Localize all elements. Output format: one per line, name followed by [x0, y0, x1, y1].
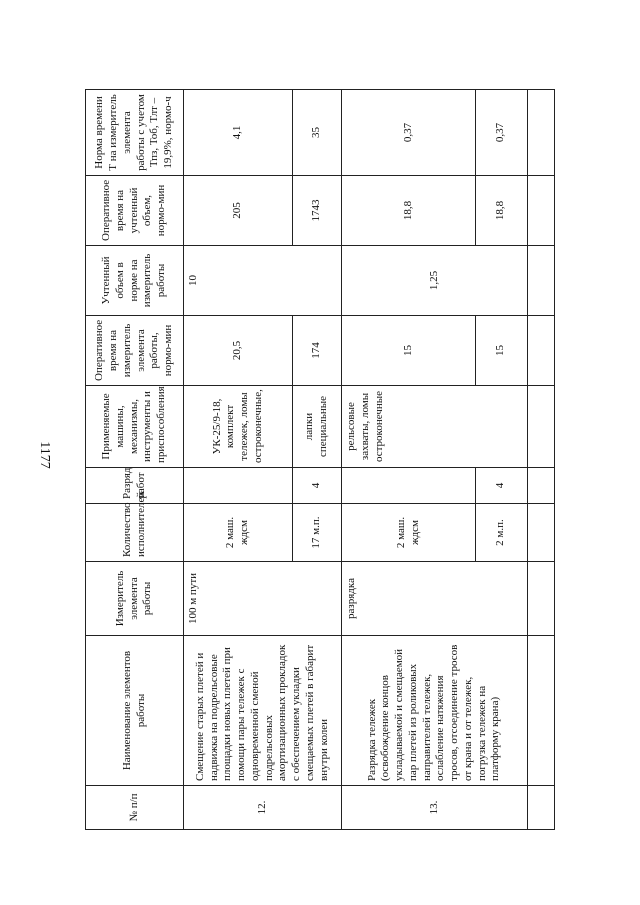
row-13a-count: 2 маш. ждсм — [342, 504, 476, 562]
row-12a-op-time-volume: 205 — [184, 176, 293, 246]
row-12b-grade: 4 — [293, 468, 342, 504]
header-machines: Применяемые машины, механизмы, инструменты и приспособления — [86, 386, 184, 468]
row-13b-op-time-volume: 18,8 — [476, 176, 528, 246]
row-12b-op-time-volume: 1743 — [293, 176, 342, 246]
row-12-name: Смещение старых плетей и надвижка на подрельсовые площадки новых плетей при помощи пары тележек с одновременной сменой подрельсовых амортизационных прокладок с обеспечением укладки смещаемых плетей в габарит внутри колеи — [184, 636, 342, 786]
row-13a-op-time-volume: 18,8 — [342, 176, 476, 246]
row-12b-machines: лапки специальные — [293, 386, 342, 468]
row-12b-op-time: 174 — [293, 316, 342, 386]
row-12b-norm-time: 35 — [293, 90, 342, 176]
row-12a-op-time: 20,5 — [184, 316, 293, 386]
row-12-volume-norm: 10 — [184, 246, 342, 316]
row-12-meter: 100 м пути — [184, 562, 342, 636]
row-12b-count: 17 м.п. — [293, 504, 342, 562]
header-grade: Разряд работ — [86, 468, 184, 504]
header-row — [86, 90, 184, 830]
page-number: 1177 — [37, 441, 52, 469]
header-op-time-volume: Оперативное время на учтенный объем, нормо-мин — [86, 176, 184, 246]
row-12a-grade — [184, 468, 293, 504]
row-13a-op-time: 15 — [342, 316, 476, 386]
table-row — [342, 90, 476, 830]
header-meter: Измеритель элемента работы — [86, 562, 184, 636]
row-13a-norm-time: 0,37 — [342, 90, 476, 176]
row-13-meter: разрядка — [342, 562, 527, 636]
row-12a-machines: УК-25/9-18, комплект тележек, ломы остроконечные, — [184, 386, 293, 468]
header-op-time: Оперативное время на измеритель элемента работы, нормо-мин — [86, 316, 184, 386]
row-13b-count: 2 м.п. — [476, 504, 528, 562]
header-norm-time: Норма времени Т на измеритель элемента работы с учетом Тпз, Тоб, Тлт – 19,9%, нормо-ч — [86, 90, 184, 176]
row-12-num: 12. — [184, 786, 342, 830]
header-name: Наименование элементов работы — [86, 636, 184, 786]
header-num: № п/п — [86, 786, 184, 830]
row-12a-norm-time: 4,1 — [184, 90, 293, 176]
norms-table — [85, 89, 555, 830]
header-count: Количество исполнителей — [86, 504, 184, 562]
row-13-volume-norm: 1,25 — [342, 246, 527, 316]
row-13b-op-time: 15 — [476, 316, 528, 386]
row-13-num: 13. — [342, 786, 527, 830]
row-13a-grade — [342, 468, 476, 504]
table-continuation-row — [527, 90, 554, 830]
row-13b-norm-time: 0,37 — [476, 90, 528, 176]
table-row — [184, 90, 293, 830]
row-13-name: Разрядка тележек (освобождение концов укладываемой и смещаемой пар плетей из роликовых направителей тележек, ослабление натяжения тросов, отсоединение тросов от крана и от тележек, погрузка тележек на платформу крана) — [342, 636, 527, 786]
row-13b-grade: 4 — [476, 468, 528, 504]
row-13-machines: рельсовые захваты, ломы остроконечные — [342, 386, 527, 468]
header-volume-norm: Учтенный объем в норме на измеритель работы — [86, 246, 184, 316]
row-12a-count: 2 маш. ждсм — [184, 504, 293, 562]
rotated-table-wrapper — [85, 90, 555, 830]
